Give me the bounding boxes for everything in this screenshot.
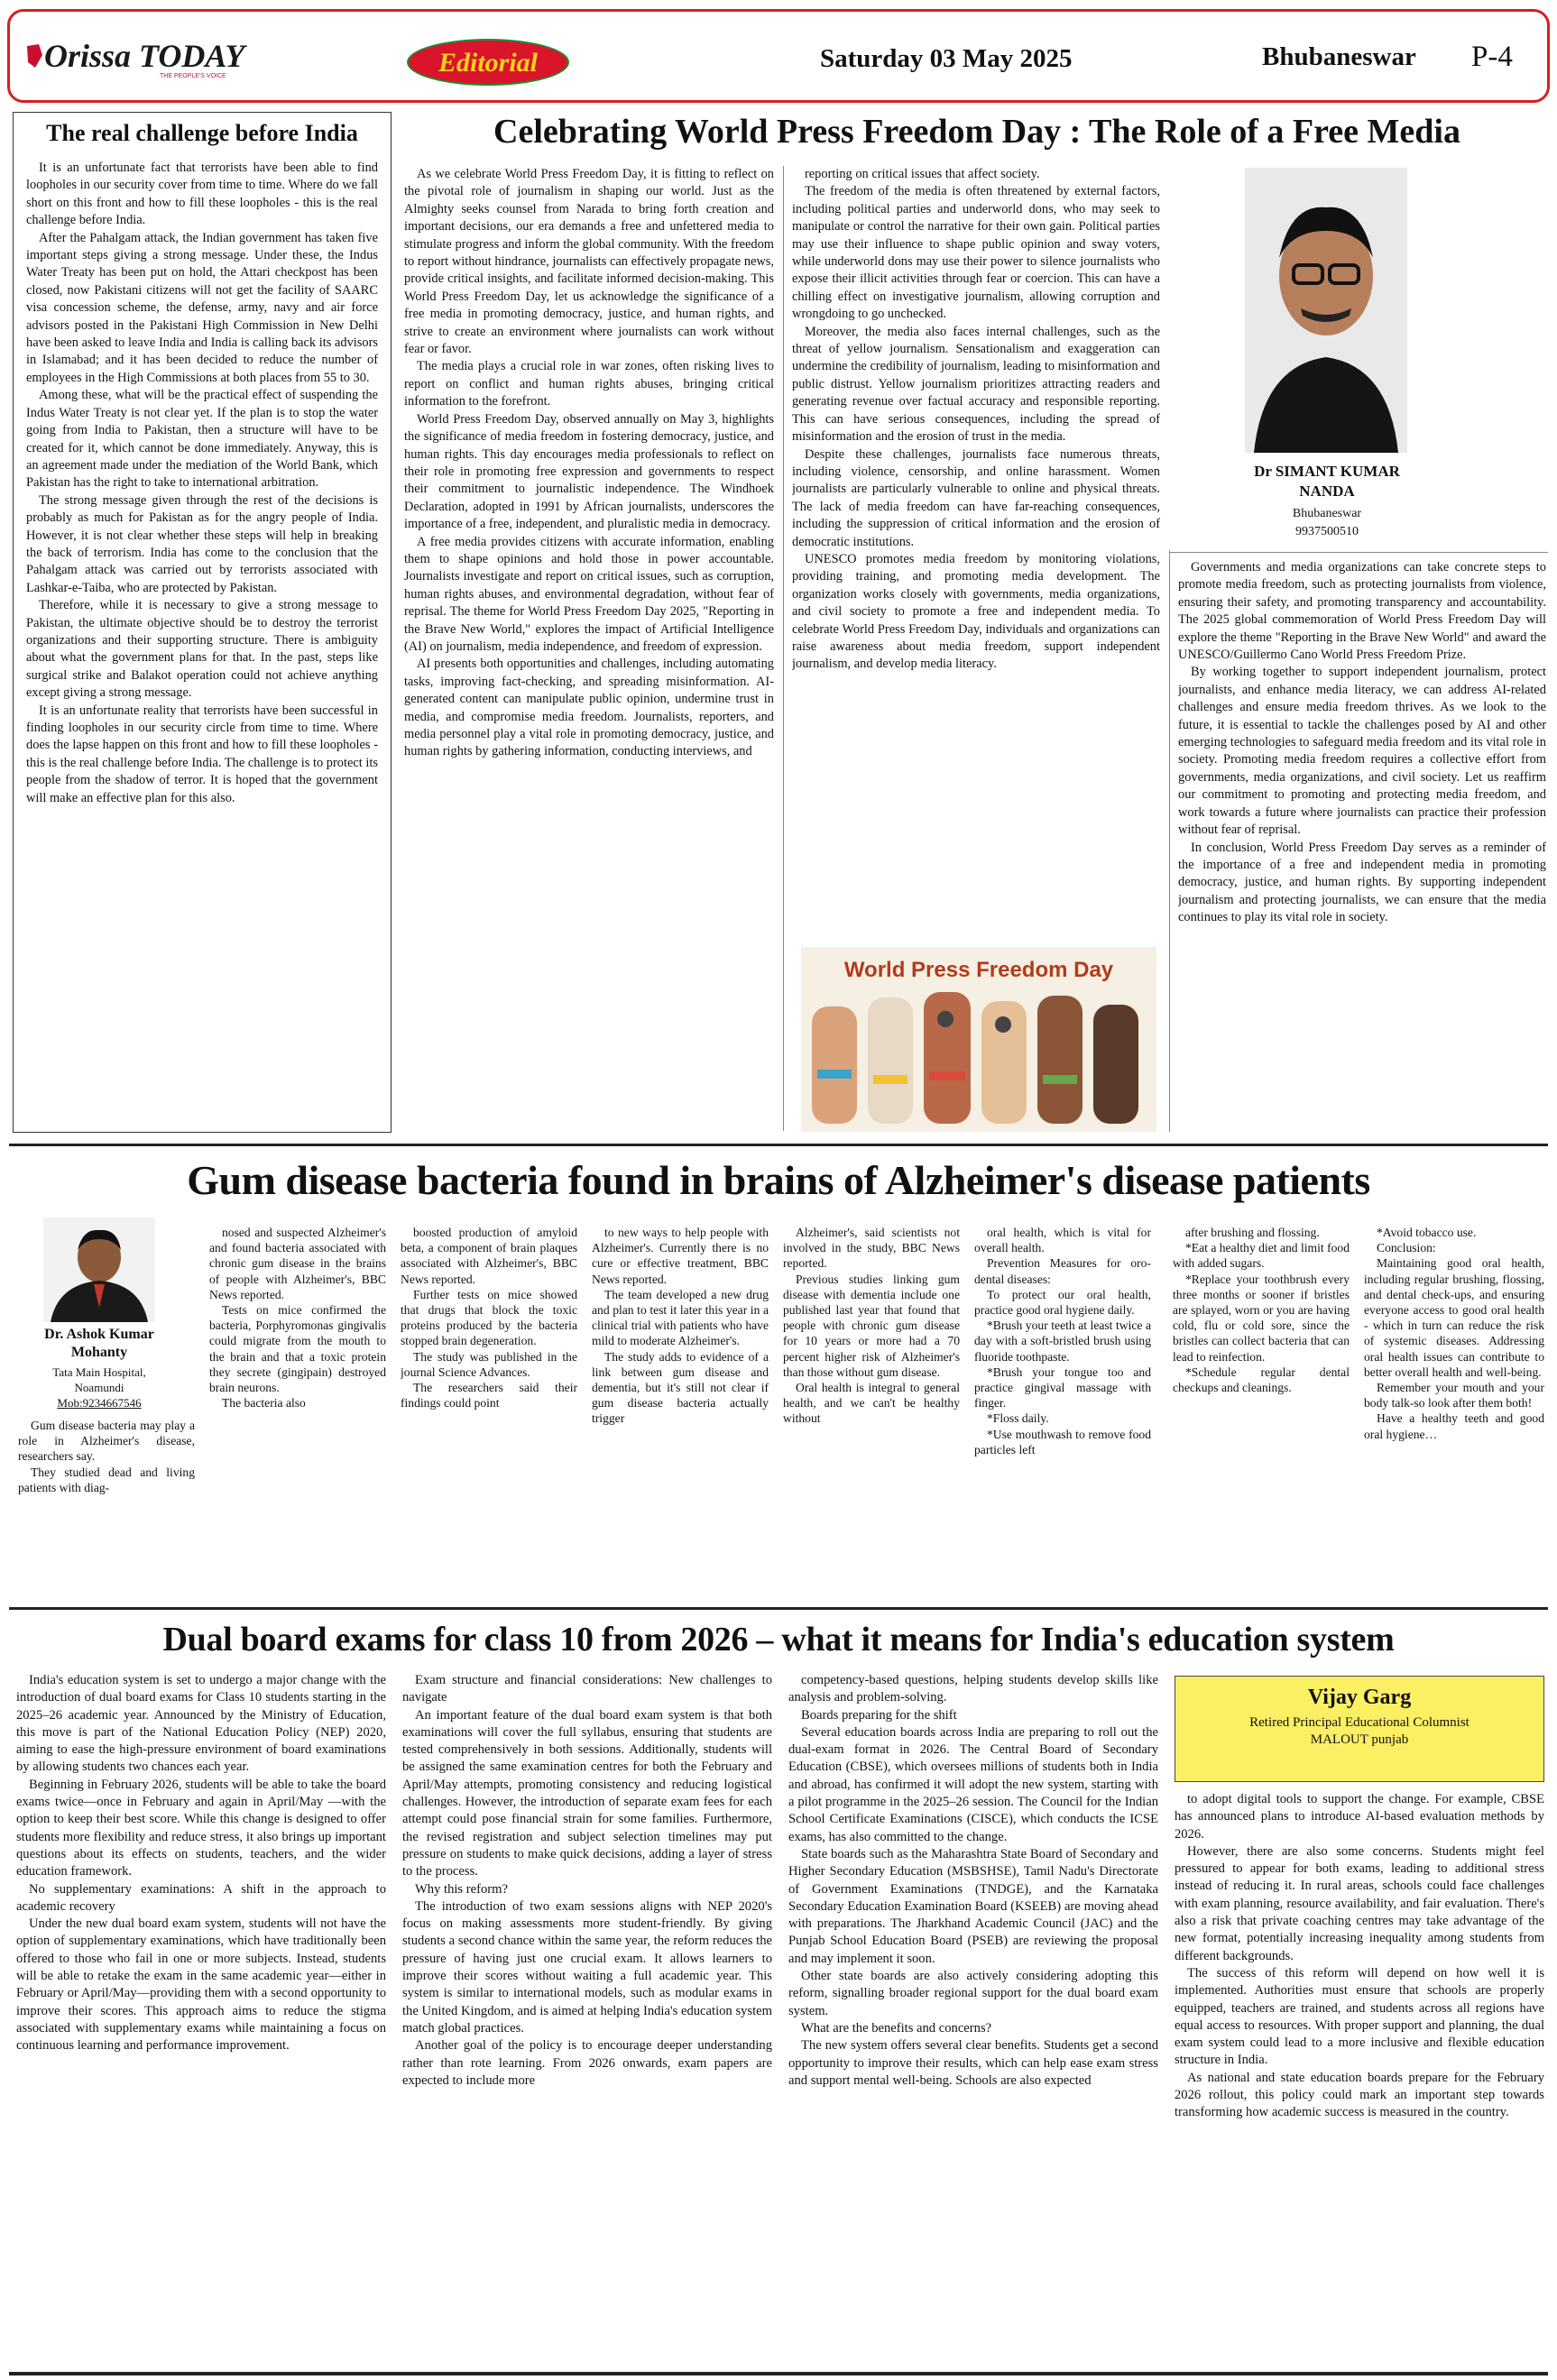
issue-date: Saturday 03 May 2025 <box>820 44 1073 73</box>
paragraph: To protect our oral health, practice good oral hygiene daily. <box>974 1287 1151 1318</box>
paragraph: Gum disease bacteria may play a role in Alzheimer's disease, researchers say. <box>18 1419 195 1464</box>
paragraph: The study was published in the journal Science Advances. <box>401 1349 577 1379</box>
press-col-2 <box>792 166 1160 938</box>
paragraph: Moreover, the media also faces internal challenges, such as the threat of yellow journalism. Sensationalism and exaggeration can undermine the credibility of journalism, leading to misinformation and public distrust. Yellow journalism prioritizes attracting readers and generating revenue over factual accuracy and responsible reporting. This can have serious consequences, including the spread of misinformation and the erosion of trust in the media. <box>792 324 1160 445</box>
paragraph: reporting on critical issues that affect society. <box>805 167 1040 181</box>
paragraph: Under the new dual board exam system, students will not have the option of supplementary examinations, which have traditionally been offered to those who fail in one or more subjects. Instead, students will be able to retake the exam in the same academic year—either in February or April/May—providing them with a second opportunity to improve their scores. This approach aims to reduce the stigma associated with supplementary exams while maintaining a focus on continuous learning and performance improvement. <box>16 1916 386 2054</box>
paragraph: Have a healthy teeth and good oral hygiene… <box>1364 1411 1544 1441</box>
paragraph: Beginning in February 2026, students will be able to take the board exams twice—once in February and again in April/May —with the option to keep their best score. While this change is designed to offer students more flexibility and reduce stress, it also brings up important questions about its effects on students, teachers, and the wider education framework. <box>16 1777 386 1879</box>
paragraph: It is an unfortunate fact that terrorists have been able to find loopholes in our security cover from time to time. Where do we fall short on this front and how to fill these loopholes - this is the real challenge before India. <box>26 161 378 228</box>
paragraph: No supplementary examinations: A shift in the approach to academic recovery <box>16 1881 386 1914</box>
paragraph: Other state boards are also actively considering adopting this reform, signalling broader regional support for the dual board exam system. <box>788 1969 1158 2018</box>
paragraph: Governments and media organizations can take concrete steps to promote media freedom, such as protecting journalists from violence, ensuring their safety, and promoting transparency and accountability. The 2025 global commemoration of World Press Freedom Day will explore the theme "Reporting in the Brave New World" and award the UNESCO/Guillermo Cano World Press Freedom Prize. <box>1178 560 1546 663</box>
illustration-banner: World Press Freedom Day <box>843 958 1114 982</box>
paragraph: Oral health is integral to general health, and we can't be healthy without <box>783 1381 960 1426</box>
paragraph: An important feature of the dual board exam system is that both examinations will cover the full syllabus, ensuring that students are tested comprehensively in both sessions. Additionally, students will be assigned the same examination centres for both the February and April/May attempts, promoting consistency and reducing logistical challenges. However, the introduction of separate exam fees for each attempt could pose financial strain for some families. Furthermore, the revised registration and subject selection timelines may put pressure on students to make quick decisions, adding a layer of stress to the process. <box>402 1707 772 1879</box>
paragraph: The new system offers several clear benefits. Students get a second opportunity to improve their results, which can help ease exam stress and support mental well-being. Schools are also expected <box>788 2038 1158 2088</box>
author-portrait-icon <box>1245 168 1407 453</box>
paragraph: Further tests on mice showed that drugs that block the toxic proteins produced by the bacteria stopped brain degeneration. <box>401 1287 577 1348</box>
section-badge <box>407 39 569 86</box>
paragraph: Tests on mice confirmed the bacteria, Porphyromonas gingivalis could migrate from the mouth to the brain and that a toxic protein they secrete (gingipain) destroyed brain neurons. <box>209 1303 386 1395</box>
paragraph: to new ways to help people with Alzheimer's. Currently there is no cure or effective treatment, BBC News reported. <box>592 1226 769 1286</box>
dual-col-3 <box>788 1672 1158 2366</box>
paragraph: India's education system is set to undergo a major change with the introduction of dual board exams for Class 10 students starting in the 2025–26 academic year. Announced by the Ministry of Education, this move is part of the National Education Policy (NEP) 2020, aiming to ease the high-pressure environment of board examinations by allowing students two chances each year. <box>16 1673 386 1775</box>
dual-headline: Dual board exams for class 10 from 2026 – what it means for India's education system <box>162 1621 1395 1659</box>
press-col-1 <box>404 166 774 1136</box>
press-freedom-headline: Celebrating World Press Freedom Day : The Role of a Free Media <box>493 113 1460 151</box>
paragraph: *Eat a healthy diet and limit food with added sugars. <box>1173 1241 1350 1271</box>
paragraph: The freedom of the media is often threatened by external factors, including political parties and underworld dons, who may seek to manipulate or control the narrative for their own gain. Political parties may use their influence to shape public opinion and sway voters, while underworld dons may use their power to silence journalists who expose their illicit activities through fear or coercion. This can have a chilling effect on investigative journalism, allowing corruption and wrongdoing to go unchecked. <box>792 184 1160 322</box>
gum-col-7 <box>1364 1225 1544 1594</box>
paragraph: *Schedule regular dental checkups and cleanings. <box>1173 1365 1350 1395</box>
gum-author-city: Noamundi <box>74 1381 124 1394</box>
paragraph: to adopt digital tools to support the change. For example, CBSE has announced plans to introduce AI-based evaluation methods by 2026. <box>1175 1792 1544 1842</box>
column-rule <box>783 166 784 1131</box>
paragraph: *Replace your toothbrush every three months or sooner if bristles are splayed, worn or you are having cold, flu or cold sore, since the bristles can collect bacteria that can lead to reinfection. <box>1173 1272 1350 1364</box>
logo-tagline: THE PEOPLE'S VOICE <box>160 73 226 79</box>
paragraph: It is an unfortunate reality that terrorists have been successful in finding loopholes in our security circle from time to time. Where does the lapse happen on this front and how to fill these loopholes - this is the real challenge before India. The challenge is to protect its people from the shadow of terror. It is hoped that the government will make an effective plan for this also. <box>26 703 378 805</box>
paragraph: State boards such as the Maharashtra State Board of Secondary and Higher Secondary Education (MSBSHSE), Tamil Nadu's Directorate of Government Examinations (TNDGE), and the Karnataka Secondary Education Examination Board (KSEEB) are moving ahead with preparations. The Jharkhand Academic Council (JAC) and the Punjab School Education Board (PSEB) are reviewing the proposal and may implement it soon. <box>788 1846 1158 1966</box>
raised-fists-icon <box>801 988 1156 1133</box>
paragraph: Conclusion: <box>1377 1241 1436 1255</box>
gum-col-2 <box>401 1225 577 1594</box>
paragraph: *Avoid tobacco use. <box>1377 1226 1477 1239</box>
paragraph: As we celebrate World Press Freedom Day, it is fitting to reflect on the pivotal role of journalism in shaping our world. Just as the Almighty seeks counsel from Narada to bring forth creation and important decisions, our era demands a free and unfettered media to stimulate progress and inform the global community. With the freedom to report without hindrance, journalists can effectively propagate news, provide critical insights, and facilitate informed decision-making. This World Press Freedom Day, let us acknowledge the significance of a free media in promoting democracy, justice, and human rights, and strive to create an environment where journalists can work without fear or favor. <box>404 167 774 357</box>
left-editorial-box <box>13 112 392 1133</box>
paragraph: *Brush your teeth at least twice a day with a soft-bristled brush using fluoride toothpaste. <box>974 1319 1151 1364</box>
dual-author-title: Retired Principal Educational Columnist <box>1249 1715 1469 1730</box>
author-rule <box>1169 552 1548 553</box>
paragraph: A free media provides citizens with accurate information, enabling them to shape opinions and hold those in power accountable. Journalists investigate and report on critical issues, such as corruption, human rights abuses, and environmental degradation, without fear of reprisal. The theme for World Press Freedom Day 2025, "Reporting in the Brave New World," explores the impact of Artificial Intelligence (AI) on journalism, media independence, and freedom of expression. <box>404 534 774 654</box>
logo <box>24 32 250 86</box>
paragraph: World Press Freedom Day, observed annually on May 3, highlights the significance of media freedom in fostering democracy, justice, and human rights. This day encourages media professionals to reflect on their role in promoting free expression and governments to respect their commitment to journalistic independence. The Windhoek Declaration, adopted in 1991 by African journalists, underscores the importance of a free, independent, and pluralistic media in democracy. <box>404 411 774 532</box>
gum-author-org: Tata Main Hospital, <box>52 1365 146 1379</box>
paragraph: They studied dead and living patients with diag- <box>18 1465 195 1494</box>
gum-author-photo <box>43 1218 155 1322</box>
left-editorial-body <box>26 160 378 1126</box>
paragraph: The study adds to evidence of a link between gum disease and dementia, but it's still not clear if gum disease bacteria actually trigger <box>592 1349 769 1426</box>
paragraph: The strong message given through the rest of the decisions is probably as much for Pakistan as for the angry people of India. However, it is not clear whether these steps will help in breaking the back of terrorism. India has come to the conclusion that the Pahalgam attack was carried out by terrorists associated with Lashkar-e-Taiba, who are protected by Pakistan. <box>26 492 378 595</box>
page-number: P-4 <box>1471 41 1513 73</box>
paragraph: By working together to support independent journalism, protect journalists, and enhance media literacy, we can address AI-related challenges and ensure media freedom thrives. As we look to the future, it is essential to tackle the challenges posed by AI and other emerging technologies to safeguard media freedom and its vital role in society. Promoting media freedom requires a collective effort from governments, media organizations, and civil society. Let us reaffirm our commitment to promoting and protecting media freedom, and work towards a future where journalists can practice their profession without fear of reprisal. <box>1178 665 1546 838</box>
press-freedom-illustration <box>801 947 1156 1132</box>
paragraph: Several education boards across India are preparing to roll out the dual-exam format in 2026. The Central Board of Secondary Education (CBSE), which oversees millions of students both in India and abroad, has confirmed it will adopt the new system, starting with a pilot programme in the 2025–26 session. The Council for the Indian School Certificate Examinations (CISCE), which conducts the ICSE exams, has also committed to the change. <box>788 1724 1158 1844</box>
paragraph: Despite these challenges, journalists face numerous threats, including violence, censorship, and online harassment. Women journalists are particularly vulnerable to online and physical threats. The lack of media freedom can have far-reaching consequences, including the suppression of critical information and the erosion of democratic institutions. <box>792 446 1160 549</box>
gum-author-name: Dr. Ashok Kumar Mohanty <box>44 1327 154 1360</box>
section-divider <box>9 1144 1548 1146</box>
paragraph: *Use mouthwash to remove food particles left <box>974 1427 1151 1456</box>
page-bottom-rule <box>9 2372 1548 2375</box>
paragraph: AI presents both opportunities and challenges, including automating tasks, improving fact-checking, and spreading misinformation. AI-generated content can manipulate public opinion, undermine trust in media, and compromise media freedom. Journalists, reporters, and media personnel play a vital role in promoting democracy, justice, and human rights by gathering information, conducting interviews, and <box>404 657 774 759</box>
press-author-phone: 9937500510 <box>1295 525 1359 538</box>
press-author-name: Dr SIMANT KUMAR NANDA <box>1254 463 1400 500</box>
section-label: Editorial <box>438 48 539 78</box>
paragraph: What are the benefits and concerns? <box>801 2020 992 2035</box>
paragraph: boosted production of amyloid beta, a component of brain plaques associated with Alzheimer's, BBC News reported. <box>401 1226 577 1286</box>
gum-col-0 <box>18 1418 195 1594</box>
gum-col-1 <box>209 1225 386 1594</box>
paragraph: *Brush your tongue too and practice gingival massage with finger. <box>974 1365 1151 1411</box>
paragraph: Maintaining good oral health, including regular brushing, flossing, and dental check-ups, and ensuring everyone access to good oral health - which in turn can reduce the risk of systemic diseases. Addressing oral health issues can contribute to better overall health and well-being. <box>1364 1256 1544 1379</box>
paragraph: In conclusion, World Press Freedom Day serves as a reminder of the importance of a free and independent media in promoting democracy, justice, and human rights. By supporting independent journalism and protecting journalists, we can ensure that the media continues to play its vital role in society. <box>1178 840 1546 925</box>
paragraph: The team developed a new drug and plan to test it later this year in a clinical trial with patients who have mild to moderate Alzheimer's. <box>592 1287 769 1348</box>
dual-author-box <box>1175 1676 1544 1782</box>
paragraph: After the Pahalgam attack, the Indian government has taken five important steps giving a strong message. Under these, the Indus Water Treaty has been put on hold, the Attari checkpost has been closed, now Pakistani citizens will not get the facility of SAARC visa concession scheme, the defense, army, navy and air force advisors posted in the Pakistani High Commission in New Delhi have been asked to leave India and India is calling back its advisors in Islamabad; and it has been decided to reduce the number of employees in the High Commissions at both places from 55 to 30. <box>26 230 378 385</box>
gum-col-6 <box>1173 1225 1350 1594</box>
paragraph: Boards preparing for the shift <box>801 1707 957 1723</box>
paragraph: As national and state education boards prepare for the February 2026 rollout, this policy could mark an important step towards transforming how academic success is measured in the country. <box>1175 2070 1544 2120</box>
paragraph: after brushing and flossing. <box>1185 1226 1320 1239</box>
left-editorial-title: The real challenge before India <box>46 120 358 146</box>
paragraph: Alzheimer's, said scientists not involved in the study, BBC News reported. <box>783 1226 960 1271</box>
gum-author-phone: Mob:9234667546 <box>57 1396 142 1410</box>
issue-city: Bhubaneswar <box>1262 42 1416 71</box>
gum-col-4 <box>783 1225 960 1594</box>
gum-headline: Gum disease bacteria found in brains of Alzheimer's disease patients <box>187 1157 1370 1203</box>
paragraph: Another goal of the policy is to encourage deeper understanding rather than rote learning. From 2026 onwards, exam papers are expected to include more <box>402 2038 772 2088</box>
paragraph: The bacteria also <box>222 1396 306 1411</box>
column-rule <box>1169 550 1170 1132</box>
dual-author-city: MALOUT punjab <box>1310 1732 1409 1747</box>
paragraph: Exam structure and financial considerations: New challenges to navigate <box>402 1673 772 1705</box>
paragraph: Prevention Measures for oro-dental diseases: <box>974 1256 1151 1286</box>
paragraph: The researchers said their findings could point <box>401 1381 577 1411</box>
press-author-city: Bhubaneswar <box>1292 507 1362 520</box>
dual-col-2 <box>402 1672 772 2366</box>
paragraph: However, there are also some concerns. Students might feel pressured to appear for both exams, leading to additional stress instead of reducing it. In rural areas, schools could face challenges with exam planning, resource availability, and fair evaluation. There's also a risk that private coaching centres may take advantage of the new format, potentially increasing inequality among students from different backgrounds. <box>1175 1843 1544 1963</box>
dual-col-4 <box>1175 1791 1544 2368</box>
press-col-3 <box>1178 559 1546 1136</box>
paragraph: oral health, which is vital for overall health. <box>974 1226 1151 1255</box>
paragraph: The introduction of two exam sessions aligns with NEP 2020's focus on making assessments more student-friendly. By giving students a second chance within the same year, the reform reduces the pressure of having just one crucial exam. It allows learners to improve their scores without waiting a full academic year. This system is similar to international models, such as modular exams in the United Kingdom, and is aimed at helping India's education system match global practices. <box>402 1898 772 2035</box>
paragraph: The success of this reform will depend on how well it is implemented. Authorities must ensure that schools are properly equipped, teachers are trained, and students across all regions have equal access to resources. With proper support and planning, the dual exam system could lead to a more inclusive and flexible education structure in India. <box>1175 1965 1544 2068</box>
masthead <box>7 9 1550 103</box>
gum-col-3 <box>592 1225 769 1594</box>
gum-col-5 <box>974 1225 1151 1594</box>
author-photo <box>1245 168 1407 453</box>
paragraph: *Floss daily. <box>987 1411 1049 1426</box>
logo-text: Orissa TODAY <box>44 38 245 74</box>
paragraph: UNESCO promotes media freedom by monitoring violations, providing training, and promoting media development. The organization works closely with governments, media organizations, and civil society to promote a free and independent media. To celebrate World Press Freedom Day, individuals and organizations can raise awareness about media freedom, support independent journalism, and develop media literacy. <box>792 551 1160 672</box>
paragraph: The media plays a crucial role in war zones, often risking lives to report on conflict and human rights abuses, bringing critical information to the forefront. <box>404 359 774 409</box>
paragraph: Among these, what will be the practical effect of suspending the Indus Water Treaty is not clear yet. If the plan is to stop the water going from India to Pakistan, then a structure will have to be created for it, which cannot be done immediately. Anyway, this is an agreement made under the mediation of the World Bank, which Pakistan has the right to take to international arbitration. <box>26 388 378 491</box>
paragraph: Remember your mouth and your body talk-so look after them both! <box>1364 1381 1544 1411</box>
paragraph: nosed and suspected Alzheimer's and found bacteria associated with chronic gum disease in the brains of people with Alzheimer's, BBC News reported. <box>209 1226 386 1301</box>
paragraph: Why this reform? <box>415 1881 508 1897</box>
dual-author-name: Vijay Garg <box>1307 1686 1412 1709</box>
dual-col-1 <box>16 1672 386 2366</box>
paragraph: Previous studies linking gum disease with dementia include one published last year that found that people with chronic gum disease for 10 years or more had a 70 percent higher risk of Alzheimer's than those without gum disease. <box>783 1272 960 1379</box>
paragraph: Therefore, while it is necessary to give a strong message to Pakistan, the ultimate objective should be to destroy the terrorist organizations and their supporting structure. There is ambiguity about what the government plans for that. In the past, steps like surgical strike and Balakot operation could not achieve anything except giving a strong message. <box>26 598 378 701</box>
section-divider <box>9 1607 1548 1610</box>
logo-map-icon <box>24 42 44 69</box>
paragraph: competency-based questions, helping students develop skills like analysis and problem-solving. <box>788 1673 1158 1705</box>
author-portrait-icon <box>43 1218 155 1322</box>
